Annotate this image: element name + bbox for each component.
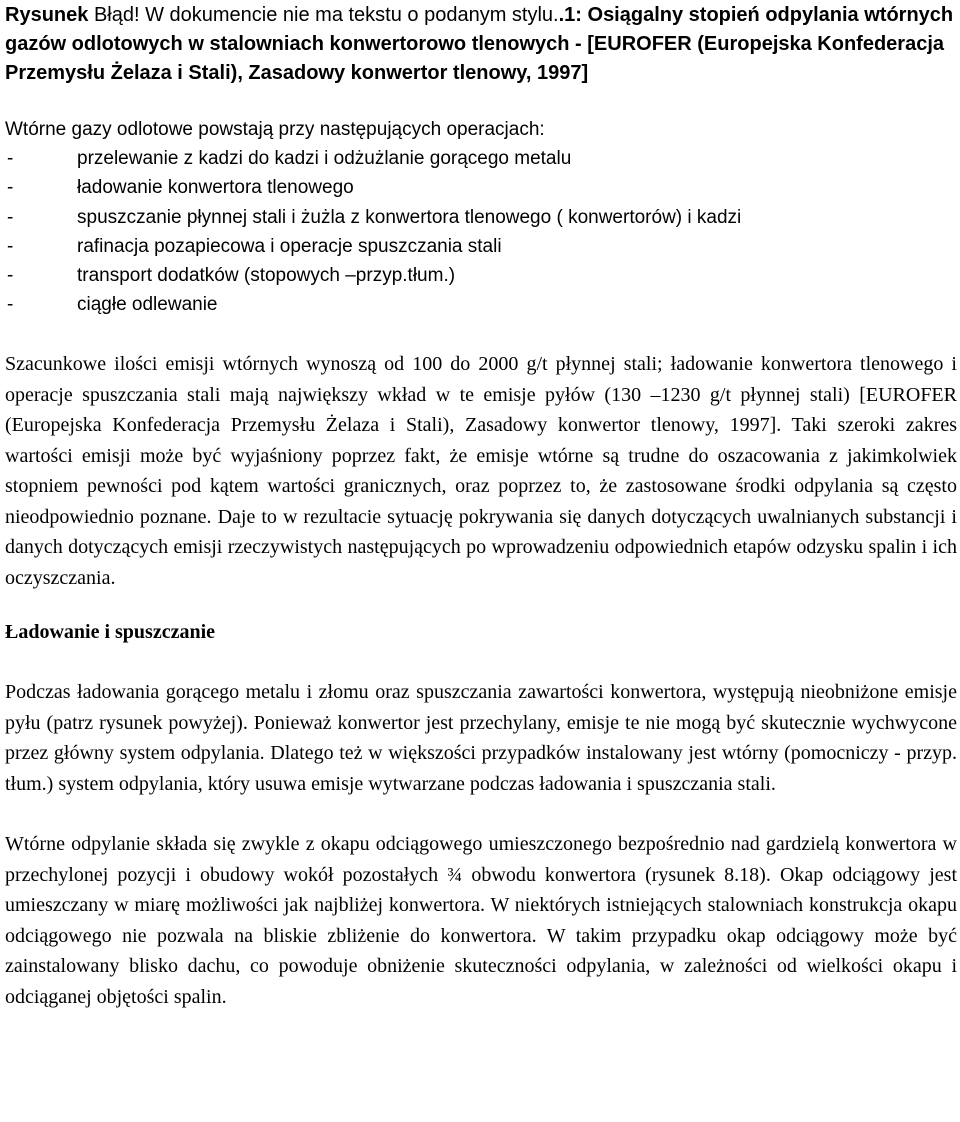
- list-dash: -: [7, 206, 14, 228]
- figure-caption: [5, 0, 957, 88]
- list-item: [5, 144, 957, 173]
- list-dash: -: [7, 177, 14, 199]
- secondary-dedusting-paragraph: Wtórne odpylanie składa się zwykle z okapu odciągowego umieszczonego bezpośrednio nad gardzielą konwertora w przechylonej pozycji i obudowy wokół pozostałych ¾ obwodu konwertora (rysunek 8.18). Okap odciągowy jest umieszczany w miarę możliwości jak najbliżej konwertora. W niektórych istniejących stalowniach konstrukcja okapu odciągowego nie pozwala na bliskie zbliżenie do konwertora. W takim przypadku okap odciągowy może być zainstalowany blisko dachu, co powoduje obniżenie skuteczności odpylania, w zależności od wielkości okapu i odciąganej objętości spalin.: [5, 833, 957, 1008]
- list-dash: -: [7, 148, 14, 170]
- list-item-text: przelewanie z kadzi do kadzi i odżużlanie gorącego metalu: [77, 148, 572, 170]
- list-item: [5, 232, 957, 261]
- emissions-paragraph: Szacunkowe ilości emisji wtórnych wynoszą od 100 do 2000 g/t płynnej stali; ładowanie konwertora tlenowego i operacje spuszczania stali mają największy wkład w te emisje pyłów (130 –1230 g/t płynnej stali) [EUROFER (Europejska Konfederacja Przemysłu Żelaza i Stali), Zasadowy konwertor tlenowy, 1997]. Taki szeroki zakres wartości emisji może być wyjaśniony poprzez fakt, że emisje wtórne są trudne do oszacowania z jakimkolwiek stopniem pewności pod kątem wartości granicznych, oraz poprzez to, że zastosowane środki odpylania są często nieodpowiednio poznane. Daje to w rezultacie sytuację pokrywania się danych dotyczących uwalnianych substancji i danych dotyczących emisji rzeczywistych następujących po wprowadzeniu odpowiednich etapów odzysku spalin i ich oczyszczania.: [5, 353, 957, 589]
- caption-error-text: Błąd! W dokumencie nie ma tekstu o podanym stylu.: [93, 4, 559, 26]
- list-item: [5, 261, 957, 290]
- list-item-text: transport dodatków (stopowych –przyp.tłum.): [77, 265, 456, 287]
- caption-prefix: Rysunek: [5, 4, 94, 26]
- list-dash: -: [7, 265, 14, 287]
- list-item-text: spuszczanie płynnej stali i żużla z konwertora tlenowego ( konwertorów) i kadzi: [77, 206, 742, 228]
- document-page: [5, 0, 957, 1012]
- operations-list: [5, 144, 957, 319]
- charging-paragraph: Podczas ładowania gorącego metalu i złomu oraz spuszczania zawartości konwertora, występują nieobniżone emisje pyłu (patrz rysunek powyżej). Ponieważ konwertor jest przechylany, emisje te nie mogą być skutecznie wychwycone przez główny system odpylania. Dlatego też w większości przypadków instalowany jest wtórny (pomocniczy - przyp. tłum.) system odpylania, który usuwa emisje wytwarzane podczas ładowania i spuszczania stali.: [5, 681, 957, 795]
- list-item-text: rafinacja pozapiecowa i operacje spuszczania stali: [77, 235, 502, 257]
- operations-intro: Wtórne gazy odlotowe powstają przy następujących operacjach:: [5, 119, 545, 140]
- list-item: [5, 203, 957, 232]
- list-dash: -: [7, 235, 14, 257]
- list-dash: -: [7, 294, 14, 316]
- list-item: [5, 173, 957, 202]
- list-item: [5, 290, 957, 319]
- section-heading: Ładowanie i spuszczanie: [5, 621, 216, 644]
- caption-title: .1: Osiągalny stopień odpylania wtórnych gazów odlotowych w stalowniach konwertorowo tlenowych - [EUROFER (Europejska Konfederacja Przemysłu Żelaza i Stali), Zasadowy konwertor tlenowy, 1997]: [5, 4, 954, 84]
- list-item-text: ładowanie konwertora tlenowego: [77, 177, 354, 199]
- list-item-text: ciągłe odlewanie: [77, 294, 218, 316]
